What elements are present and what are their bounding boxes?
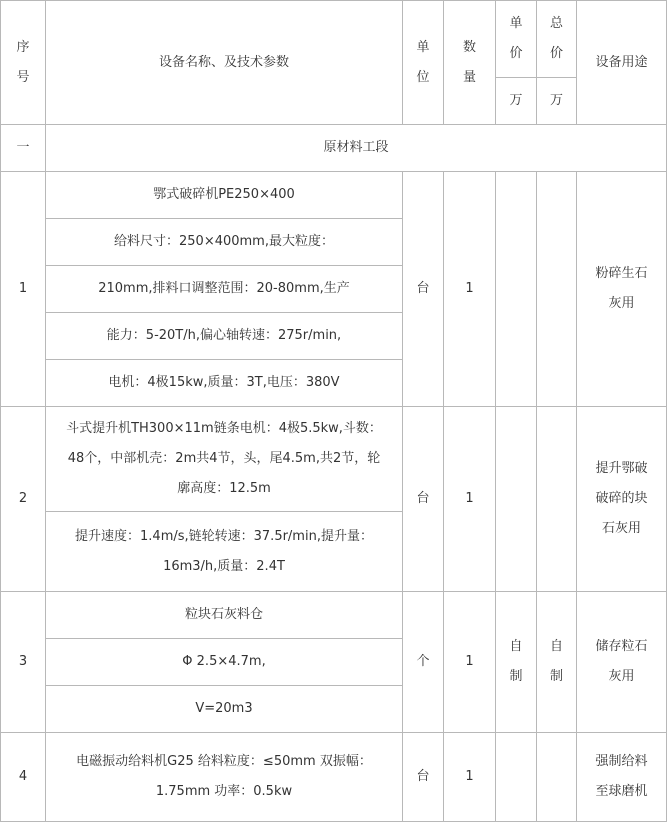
row3-total-price-1: 自 [549,639,563,654]
header-qty-2: 量 [462,69,476,85]
row3-qty [443,591,496,733]
header-wan-1 [495,77,537,125]
row3-spec-2 [45,638,403,686]
header-unit-price-2: 价 [509,46,523,61]
header-total-price-2: 价 [549,46,563,61]
header-unit-price [495,0,537,78]
row3-spec-1-text: 粒块石灰料仓 [184,607,263,622]
row1-unit-price [495,171,537,407]
row4-spec-line-1: 电磁振动给料机G25 给料粒度：≤50mm 双振幅： [76,754,372,769]
section-title [45,124,667,172]
row2-spec-1-line-2: 48个，中部机壳：2m共4节，头，尾4.5m,共2节，轮 [67,451,381,466]
row3-unit-text: 个 [416,654,430,669]
row1-spec-3 [45,265,403,313]
header-unit-price-1: 单 [509,16,523,31]
row2-use [576,406,667,592]
row4-use-2: 至球磨机 [595,784,648,799]
row3-use-1: 储存粒石 [595,639,648,654]
row2-total-price [536,406,577,592]
header-wan-2 [536,77,577,125]
row2-spec-1-line-3: 廓高度：12.5m [177,481,271,496]
row2-use-3: 石灰用 [601,521,641,536]
row1-spec-1-text: 鄂式破碎机PE250×400 [153,187,295,202]
header-seq-1: 序 [16,39,30,55]
row1-spec-1 [45,171,403,219]
row2-use-2: 破碎的块 [595,491,648,506]
section-no [0,124,46,172]
header-unit [402,0,444,125]
row2-spec-block-2 [45,511,403,592]
header-total-price [536,0,577,78]
row2-spec-1-line-1: 斗式提升机TH300×11m链条电机：4极5.5kw,斗数： [66,421,382,436]
row3-unit-price [495,591,537,733]
row3-qty-text: 1 [465,654,474,669]
row3-unit-price-1: 自 [509,639,523,654]
row1-qty-text: 1 [465,281,474,296]
row1-use-1: 粉碎生石 [595,266,648,281]
row3-total-price [536,591,577,733]
header-qty-1: 数 [462,39,476,55]
row1-no-text: 1 [18,281,28,296]
row1-spec-2 [45,218,403,266]
row1-spec-4 [45,312,403,360]
row1-spec-5 [45,359,403,407]
row3-unit-price-2: 制 [509,669,523,684]
row2-spec-2-line-1: 提升速度：1.4m/s,链轮转速：37.5r/min,提升量： [75,528,373,544]
header-qty [443,0,496,125]
header-unit-2: 位 [416,69,430,85]
row3-no-text: 3 [18,654,28,669]
row3-spec-3 [45,685,403,733]
row3-no [0,591,46,733]
row2-qty [443,406,496,592]
header-seq [0,0,46,125]
row2-unit-price [495,406,537,592]
row1-spec-4-text: 能力：5-20T/h,偏心轴转速：275r/min, [106,328,342,343]
row4-spec-line-2: 1.75mm 功率：0.5kw [155,784,293,799]
row2-no [0,406,46,592]
row2-spec-block-1 [45,406,403,512]
row1-spec-5-text: 电机：4极15kw,质量：3T,电压：380V [108,375,340,390]
row3-total-price-2: 制 [549,669,563,684]
row2-spec-2-line-2: 16m3/h,质量：2.4T [163,558,285,574]
row2-unit-text: 台 [416,491,430,506]
header-use-text: 设备用途 [595,54,648,70]
row1-use [576,171,667,407]
row1-total-price [536,171,577,407]
row3-unit [402,591,444,733]
row1-unit [402,171,444,407]
row3-use [576,591,667,733]
row3-spec-1 [45,591,403,639]
header-seq-2: 号 [16,69,30,85]
row1-spec-2-text: 给料尺寸：250×400mm,最大粒度： [114,234,334,249]
header-name-text: 设备名称、及技术参数 [158,54,289,70]
row3-spec-2-text: Φ 2.5×4.7m, [182,654,266,669]
row1-qty [443,171,496,407]
header-name [45,0,403,125]
row4-qty-text: 1 [465,769,474,784]
section-no-text: 一 [16,140,30,155]
row4-no-text: 4 [18,769,28,784]
row1-use-2: 灰用 [608,296,635,311]
row3-use-2: 灰用 [608,669,635,684]
row2-use-1: 提升鄂破 [595,461,648,476]
header-wan-2-text: 万 [549,93,563,108]
row2-no-text: 2 [18,491,28,506]
header-use [576,0,667,125]
header-wan-1-text: 万 [509,93,523,108]
row1-no [0,171,46,407]
row1-unit-text: 台 [416,281,430,296]
row4-unit-text: 台 [416,769,430,784]
row2-unit [402,406,444,592]
section-title-text: 原材料工段 [323,140,389,155]
row3-spec-3-text: V=20m3 [195,701,253,716]
row1-spec-3-text: 210mm,排料口调整范围：20-80mm,生产 [98,281,350,296]
row2-qty-text: 1 [465,491,474,506]
row4-use-1: 强制给料 [595,754,648,769]
header-total-price-1: 总 [549,16,563,31]
header-unit-1: 单 [416,39,430,55]
